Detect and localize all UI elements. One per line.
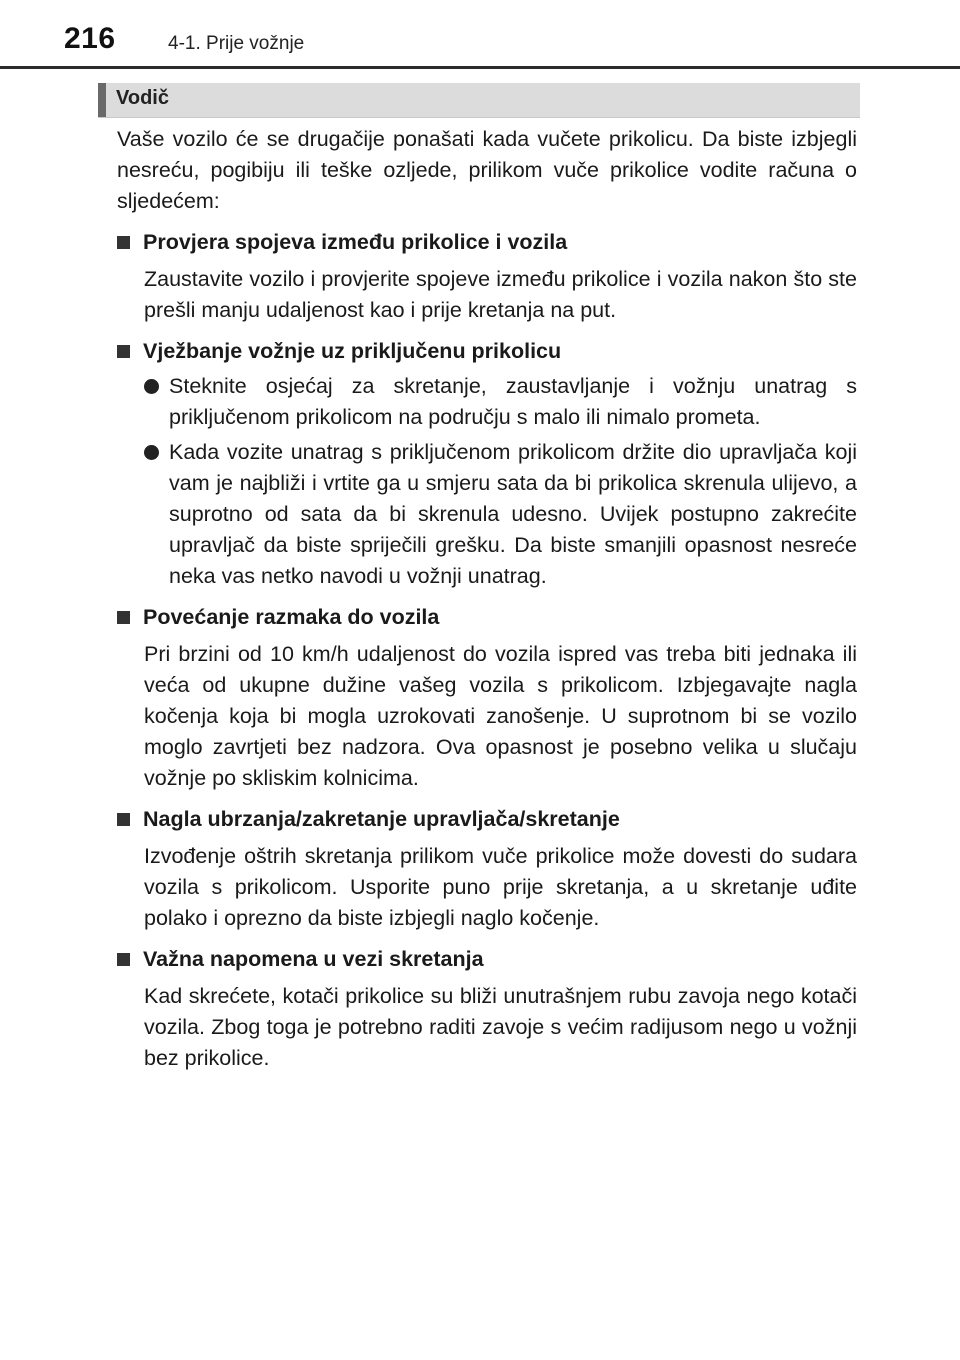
item-text: Kad skrećete, kotači prikolice su bliži unutrašnjem rubu zavoja nego kotači vozila. Zbog toga je potrebno raditi zavoje s većim radijusom nego u vožnji bez prikolice. (144, 984, 857, 1070)
subheading (117, 944, 857, 975)
square-bullet-icon (117, 611, 130, 624)
subheading-title: Nagla ubrzanja/zakretanje upravljača/skretanje (143, 807, 620, 831)
intro-paragraph: Vaše vozilo će se drugačije ponašati kada vučete prikolicu. Da biste izbjegli nesreću, pogibiju ili teške ozljede, prilikom vuče prikolice vodite računa o sljedećem: (117, 127, 857, 213)
square-bullet-icon (117, 345, 130, 358)
list-item-text: Steknite osjećaj za skretanje, zaustavljanje i vožnju unatrag s priključenom prikolicom na području s malo ili nimalo prometa. (169, 374, 857, 429)
list-item-text: Kada vozite unatrag s priključenom prikolicom držite dio upravljača koji vam je najbliži i vrtite ga u smjeru sata da bi prikolica skrenula ulijevo, a suprotno od sata da bi skrenula udesno. Uvijek postupno zakrećite upravljač da biste spriječili grešku. Da biste smanjili opasnost nesreće neka vas netko navodi u vožnji unatrag. (169, 440, 857, 588)
header-divider (0, 66, 960, 69)
item-text: Pri brzini od 10 km/h udaljenost do vozila ispred vas treba biti jednaka ili veća od ukupne dužine vašeg vozila s prikolicom. Izbjegavajte nagla kočenja koja bi mogla uzrokovati zanošenje. U suprotnom bi se vozilo moglo zavrtjeti bez nadzora. Ova opasnost je posebno velika u slučaju vožnje po skliskim kolnicima. (144, 642, 857, 790)
circle-bullet-icon (144, 379, 159, 394)
breadcrumb: 4-1. Prije vožnje (168, 33, 305, 54)
item-block (117, 336, 857, 592)
subheading (117, 804, 857, 835)
subheading-title: Povećanje razmaka do vozila (143, 605, 440, 629)
list-item (144, 371, 857, 433)
item-block (117, 944, 857, 1074)
subheading-title: Vježbanje vožnje uz priključenu prikolicu (143, 339, 562, 363)
subheading-title: Važna napomena u vezi skretanja (143, 947, 484, 971)
section-header (98, 83, 860, 118)
section-accent-bar (98, 83, 106, 117)
square-bullet-icon (117, 813, 130, 826)
item-block (117, 227, 857, 326)
main-content (117, 124, 857, 1074)
item-block (117, 602, 857, 794)
square-bullet-icon (117, 236, 130, 249)
subheading (117, 336, 857, 367)
item-text: Zaustavite vozilo i provjerite spojeve između prikolice i vozila nakon što ste prešli manju udaljenost kao i prije kretanja na put. (144, 267, 857, 322)
list-item (144, 437, 857, 592)
page-number: 216 (64, 22, 116, 55)
page-header (0, 0, 960, 64)
subheading (117, 227, 857, 258)
subheading-title: Provjera spojeva između prikolice i vozila (143, 230, 568, 254)
subheading (117, 602, 857, 633)
square-bullet-icon (117, 953, 130, 966)
item-block (117, 804, 857, 934)
circle-bullet-icon (144, 445, 159, 460)
item-text: Izvođenje oštrih skretanja prilikom vuče prikolice može dovesti do sudara vozila s prikolicom. Usporite puno prije skretanja, a u skretanje uđite polako i oprezno da biste izbjegli naglo kočenje. (144, 844, 857, 930)
section-title: Vodič (116, 87, 169, 109)
